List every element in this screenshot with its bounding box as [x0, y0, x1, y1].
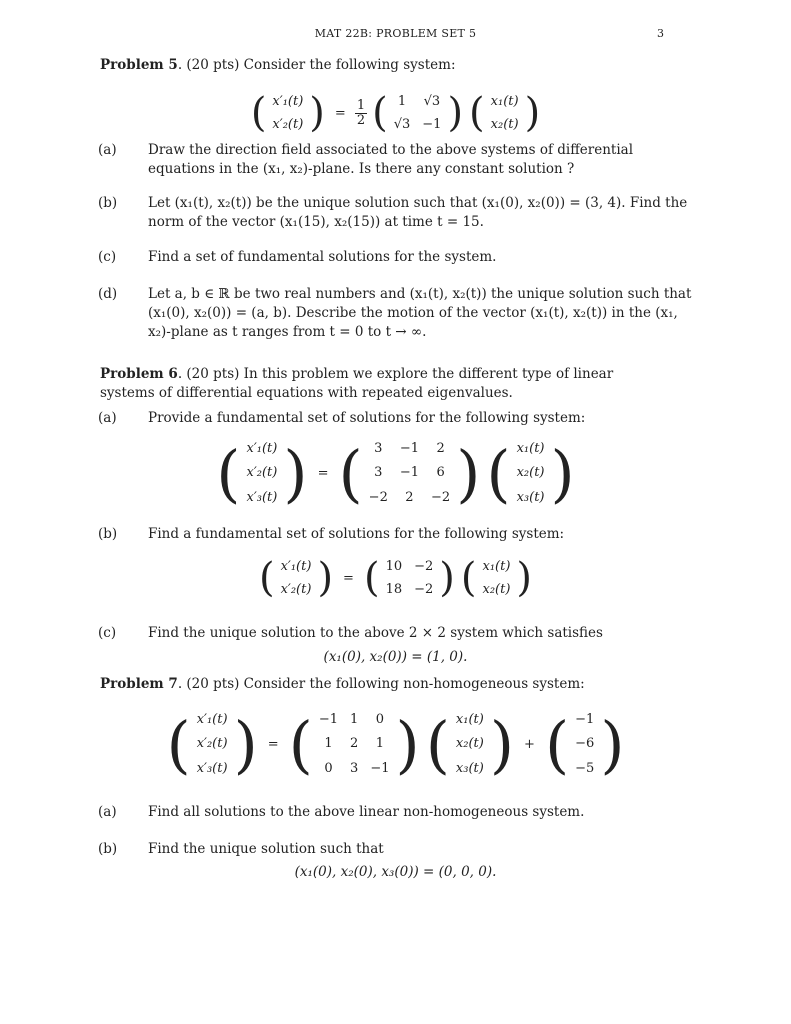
p6-part-c	[98, 624, 693, 643]
p6-part-b-text: Find a fundamental set of solutions for the following system:	[148, 526, 565, 542]
p7-matrix: ( −1 1 0 1 2 1 0 3 −1 )	[288, 708, 420, 781]
p6a-m31: −2	[368, 489, 388, 505]
p5-part-d-label: (d)	[98, 286, 118, 302]
p5-matrix: ( 1 √3 √3 −1 )	[372, 90, 464, 136]
p5-lhs-vector: ( x′₁(t) x′₂(t) )	[250, 90, 325, 136]
p7-m31: 0	[324, 760, 333, 776]
p6-part-b	[98, 525, 693, 544]
p5-m21: √3	[393, 116, 411, 132]
problem6-title: Problem 6	[100, 366, 178, 382]
p6-part-c-condition: (x₁(0), x₂(0)) = (1, 0).	[323, 649, 468, 665]
p7-lhs-1: x′₁(t)	[196, 712, 228, 728]
p6b-rhs-vector: ( x₁(t) x₂(t) )	[460, 555, 533, 601]
p6a-m13: 2	[436, 441, 445, 457]
p5-m11: 1	[397, 93, 407, 109]
p7-f3: −5	[575, 760, 595, 776]
problem7-title: Problem 7	[100, 676, 178, 692]
p5-part-a-label: (a)	[98, 142, 117, 158]
p5-rhs-vector: ( x₁(t) x₂(t) )	[469, 90, 541, 136]
p6a-lhs-2: x′₂(t)	[246, 465, 278, 481]
problem5-equation: ( x′₁(t) x′₂(t) ) = $\frac{1}{2}$ ( 1 √3 √3 −1 ) ( x₁(t) x₂(t) )	[250, 90, 541, 136]
p6a-matrix: ( 3 −1 2 3 −1 6 −2 2 −2 )	[338, 437, 481, 510]
p6b-m21: 18	[385, 581, 403, 597]
p7-forcing-vector: ( −1 −6 −5 )	[544, 708, 625, 781]
p5-lhs-1: x′₁(t)	[272, 93, 304, 109]
p7-m21: 1	[324, 736, 333, 752]
p5-part-b	[98, 194, 693, 232]
p6a-rhs-2: x₂(t)	[516, 465, 545, 481]
p5-part-b-text: Let (x₁(t), x₂(t)) be the unique solution such that (x₁(0), x₂(0)) = (3, 4). Find the norm of the vector (x₁(15), x₂(15)) at time t = 15.	[148, 195, 688, 230]
p7-part-a-text: Find all solutions to the above linear non-homogeneous system.	[148, 804, 585, 820]
page-number: 3	[657, 27, 664, 40]
p7-lhs-3: x′₃(t)	[196, 760, 228, 776]
p7-m12: 1	[350, 712, 359, 728]
p7-f2: −6	[575, 736, 595, 752]
p5-part-a	[98, 141, 693, 179]
p7-m13: 0	[375, 712, 385, 728]
problem5-title: Problem 5	[100, 57, 178, 73]
p7-lhs-vector: ( x′₁(t) x′₂(t) x′₃(t) )	[166, 708, 258, 781]
p7-part-a-label: (a)	[98, 804, 117, 820]
p7-part-b	[98, 840, 693, 859]
p5-factor-num: 1	[356, 97, 366, 113]
p5-part-c-text: Find a set of fundamental solutions for the system.	[148, 249, 497, 265]
problem5-intro	[100, 56, 667, 75]
p6a-rhs-vector: ( x₁(t) x₂(t) x₃(t) )	[486, 437, 575, 510]
p6a-m12: −1	[399, 441, 420, 457]
running-header: MAT 22B: PROBLEM SET 5	[314, 27, 477, 40]
p6a-m32: 2	[405, 489, 414, 505]
p5-rhs-1: x₁(t)	[490, 93, 519, 109]
p7-part-a	[98, 803, 693, 822]
p5-factor-den: 2	[356, 112, 366, 128]
problem5-intro-text: . (20 pts) Consider the following system:	[177, 57, 456, 73]
problem6-intro-text: . (20 pts) In this problem we explore the different type of linear systems of differential equations with repeated eigenvalues.	[100, 366, 614, 401]
p7-f1: −1	[575, 712, 595, 728]
p7-m32: 3	[350, 760, 359, 776]
problem7-intro-text: . (20 pts) Consider the following non-homogeneous system:	[177, 676, 585, 692]
p6a-rhs-1: x₁(t)	[516, 441, 545, 457]
problem6-intro	[100, 365, 667, 403]
p6b-matrix: ( 10 −2 18 −2 )	[363, 555, 455, 601]
p7-m23: 1	[375, 736, 385, 752]
p7-lhs-2: x′₂(t)	[196, 736, 228, 752]
p5-m12: √3	[423, 93, 441, 109]
problem6-equation-a: ( x′₁(t) x′₂(t) x′₃(t) ) = ( 3 −1 2 3 −1 6 −2 2 −2 ) ( x₁(t) x₂(t) x₃(t) )	[216, 437, 575, 510]
p7-rhs-1: x₁(t)	[455, 712, 484, 728]
p7-rhs-vector: ( x₁(t) x₂(t) x₃(t) )	[425, 708, 515, 781]
problem7-intro	[100, 675, 667, 694]
p6b-m22: −2	[414, 581, 434, 597]
p6b-rhs-1: x₁(t)	[482, 558, 511, 574]
p7-rhs-2: x₂(t)	[455, 736, 484, 752]
p6b-lhs-vector: ( x′₁(t) x′₂(t) )	[258, 555, 334, 601]
p7-m33: −1	[370, 760, 390, 776]
p5-factor	[355, 99, 367, 128]
p7-part-b-text: Find the unique solution such that	[148, 841, 384, 857]
p5-m22: −1	[422, 116, 442, 132]
p6-part-a	[98, 409, 693, 428]
p5-part-b-label: (b)	[98, 195, 118, 211]
p6-part-a-text: Provide a fundamental set of solutions for the following system:	[148, 410, 586, 426]
p7-m11: −1	[318, 712, 339, 728]
p6b-lhs-1: x′₁(t)	[280, 558, 312, 574]
problem6-equation-b: ( x′₁(t) x′₂(t) ) = ( 10 −2 18 −2 ) ( x₁(t) x₂(t) )	[258, 555, 533, 601]
p6a-m21: 3	[374, 465, 383, 481]
p6b-m11: 10	[385, 558, 403, 574]
p6a-lhs-1: x′₁(t)	[246, 441, 278, 457]
p6-part-c-label: (c)	[98, 625, 117, 641]
p7-m22: 2	[350, 736, 359, 752]
p6a-m22: −1	[399, 465, 420, 481]
p6-part-b-label: (b)	[98, 526, 118, 542]
p6a-m11: 3	[374, 441, 383, 457]
p5-part-c-label: (c)	[98, 249, 117, 265]
p6b-lhs-2: x′₂(t)	[280, 581, 312, 597]
problem7-equation: ( x′₁(t) x′₂(t) x′₃(t) ) = ( −1 1 0 1 2 1 0 3 −1 ) ( x₁(t) x₂(t) x₃(t) ) + ( −1 −6 −5 )	[166, 708, 625, 781]
p5-part-c	[98, 248, 693, 267]
p6a-lhs-vector: ( x′₁(t) x′₂(t) x′₃(t) )	[216, 437, 308, 510]
p6a-m23: 6	[436, 465, 445, 481]
p6-part-c-text: Find the unique solution to the above 2 × 2 system which satisfies	[148, 625, 603, 641]
p5-part-d-text: Let a, b ∈ ℝ be two real numbers and (x₁(t), x₂(t)) the unique solution such that (x₁(0), x₂(0)) = (a, b). Describe the motion of the vector (x₁(t), x₂(t)) in the (x₁, x₂)-plane as t ranges from t = 0 to t → ∞.	[148, 286, 692, 340]
p7-part-b-label: (b)	[98, 841, 118, 857]
p7-part-b-condition: (x₁(0), x₂(0), x₃(0)) = (0, 0, 0).	[294, 864, 497, 880]
p5-lhs-2: x′₂(t)	[272, 116, 304, 132]
p7-rhs-3: x₃(t)	[455, 760, 484, 776]
p6b-m12: −2	[414, 558, 434, 574]
p6a-lhs-3: x′₃(t)	[246, 489, 278, 505]
p6b-rhs-2: x₂(t)	[482, 581, 511, 597]
p6-part-a-label: (a)	[98, 410, 117, 426]
p6a-m33: −2	[431, 489, 451, 505]
p5-part-d	[98, 285, 693, 342]
p6a-rhs-3: x₃(t)	[516, 489, 545, 505]
p5-part-a-text: Draw the direction field associated to the above systems of differential equations in the (x₁, x₂)-plane. Is there any constant solution ?	[148, 142, 634, 177]
p5-rhs-2: x₂(t)	[490, 116, 519, 132]
